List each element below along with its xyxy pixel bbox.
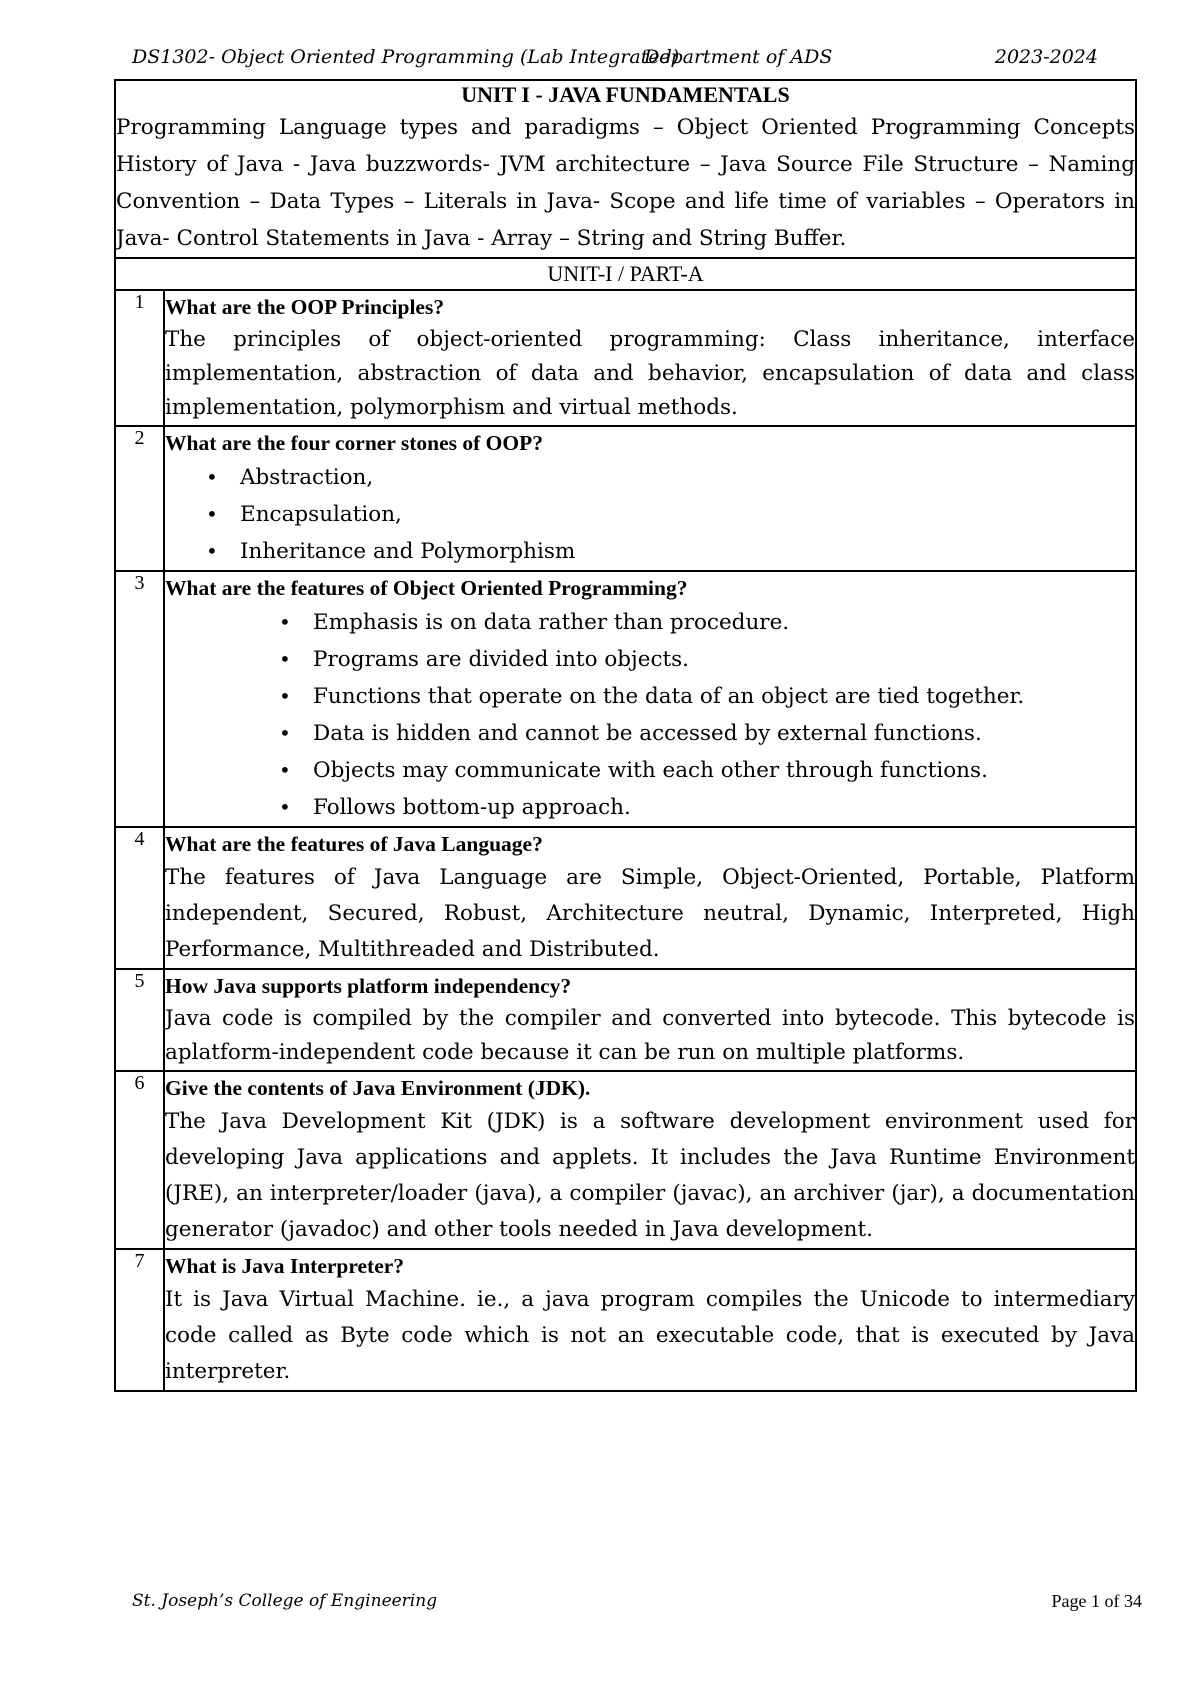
question-row (115, 1071, 1136, 1249)
bullet-item: • Abstraction, (240, 459, 1135, 496)
unit-row (115, 80, 1136, 258)
question-text: What are the features of Java Language? (165, 832, 543, 856)
question-row (115, 1249, 1136, 1391)
unit-cell (115, 80, 1136, 258)
part-heading-row (115, 258, 1136, 290)
question-number: 6 (115, 1071, 164, 1249)
part-heading: UNIT-I / PART-A (115, 258, 1136, 290)
question-number: 3 (115, 571, 164, 827)
page-number: Page 1 of 34 (1051, 1591, 1142, 1611)
bullet-item: • Encapsulation, (240, 496, 1135, 533)
question-row (115, 426, 1136, 571)
course-title: DS1302- Object Oriented Programming (Lab Integrated) (132, 46, 680, 68)
question-row (115, 827, 1136, 969)
question-cell (164, 426, 1136, 571)
question-text: What are the OOP Principles? (165, 295, 445, 319)
bullet-item: • Emphasis is on data rather than procedure. (313, 604, 1135, 641)
answer-text: The Java Development Kit (JDK) is a software development environment used for developing Java applications and applets. It includes the Java Runtime Environment (JRE), an interpreter/loader (java), a compiler (javac), an archiver (jar), a documentation generator (javadoc) and other tools needed in Java development. (165, 1109, 1135, 1242)
bullet-item: • Inheritance and Polymorphism (240, 533, 1135, 570)
question-cell (164, 571, 1136, 827)
academic-year: 2023-2024 (994, 46, 1098, 68)
page-header (132, 46, 1098, 76)
question-cell (164, 827, 1136, 969)
question-number: 4 (115, 827, 164, 969)
answer-text: Java code is compiled by the compiler and converted into bytecode. This bytecode is aplatform-independent code because it can be run on multiple platforms. (165, 1006, 1135, 1065)
question-number: 7 (115, 1249, 164, 1391)
department-name: Department of ADS (644, 46, 833, 68)
question-cell (164, 1249, 1136, 1391)
question-text: How Java supports platform independency? (165, 974, 572, 998)
question-text: What are the features of Object Oriented Programming? (165, 576, 688, 600)
bullet-list (165, 459, 1135, 570)
question-number: 5 (115, 969, 164, 1071)
question-row (115, 571, 1136, 827)
question-number: 1 (115, 290, 164, 426)
question-row (115, 290, 1136, 426)
unit-title: UNIT I - JAVA FUNDAMENTALS (461, 82, 790, 107)
question-text: Give the contents of Java Environment (JDK). (165, 1076, 591, 1100)
unit-syllabus: Programming Language types and paradigms – Object Oriented Programming Concepts History of Java - Java buzzwords- JVM architecture – Java Source File Structure – Naming Convention – Data Types – Literals in Java- Scope and life time of variables – Operators in Java- Control Statements in Java - Array – String and String Buffer. (116, 115, 1135, 251)
bullet-item: • Programs are divided into objects. (313, 641, 1135, 678)
answer-text: The principles of object-oriented programming: Class inheritance, interface implementation, abstraction of data and behavior, encapsulation of data and class implementation, polymorphism and virtual methods. (165, 327, 1135, 420)
question-bank-table (114, 79, 1137, 1392)
question-text: What is Java Interpreter? (165, 1254, 405, 1278)
question-number: 2 (115, 426, 164, 571)
bullet-item: • Objects may communicate with each other through functions. (313, 752, 1135, 789)
question-cell (164, 290, 1136, 426)
bullet-item: • Functions that operate on the data of an object are tied together. (313, 678, 1135, 715)
bullet-list (165, 604, 1135, 826)
bullet-item: • Follows bottom-up approach. (313, 789, 1135, 826)
question-text: What are the four corner stones of OOP? (165, 431, 543, 455)
bullet-item: • Data is hidden and cannot be accessed by external functions. (313, 715, 1135, 752)
question-cell (164, 969, 1136, 1071)
answer-text: It is Java Virtual Machine. ie., a java program compiles the Unicode to intermediary code called as Byte code which is not an executable code, that is executed by Java interpreter. (165, 1287, 1135, 1384)
question-cell (164, 1071, 1136, 1249)
answer-text: The features of Java Language are Simple, Object-Oriented, Portable, Platform independent, Secured, Robust, Architecture neutral, Dynamic, Interpreted, High Performance, Multithreaded and Distributed. (165, 865, 1135, 962)
page-footer (132, 1591, 1142, 1617)
question-row (115, 969, 1136, 1071)
college-name: St. Joseph’s College of Engineering (132, 1591, 438, 1611)
